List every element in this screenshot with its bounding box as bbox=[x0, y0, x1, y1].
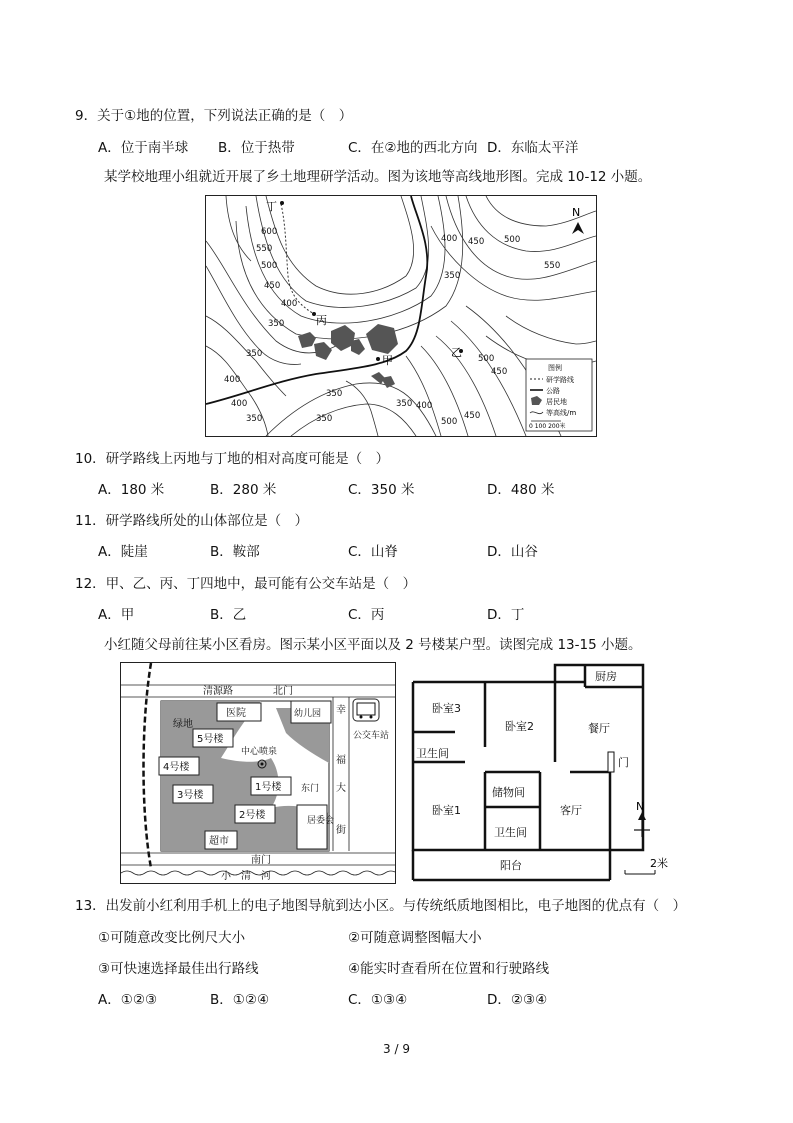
q11-stem: 11．研学路线所处的山体部位是（ ） bbox=[75, 513, 309, 529]
legend-residential: 居民地 bbox=[546, 398, 567, 406]
contour-label: 500 bbox=[441, 417, 458, 427]
place-yi: 乙 bbox=[451, 346, 462, 359]
building-2-label: 2号楼 bbox=[239, 810, 266, 821]
east-gate: 东门 bbox=[301, 784, 320, 794]
contour-label: 350 bbox=[246, 349, 263, 359]
q13-item-2: ②可随意调整图幅大小 bbox=[348, 930, 482, 946]
building-4-label: 4号楼 bbox=[163, 762, 190, 773]
contour-label: 350 bbox=[316, 414, 333, 424]
q12-option-d: D．丁 bbox=[487, 607, 525, 623]
contour-label: 500 bbox=[504, 235, 521, 245]
contour-label: 400 bbox=[281, 299, 298, 309]
contour-label: 450 bbox=[491, 367, 508, 377]
q9-stem: 9．关于①地的位置，下列说法正确的是（ ） bbox=[75, 108, 353, 124]
q13-item-1: ①可随意改变比例尺大小 bbox=[98, 930, 246, 946]
bedroom-1-label: 卧室1 bbox=[432, 804, 461, 817]
q13-option-d: D．②③④ bbox=[487, 992, 548, 1008]
supermarket-label: 超市 bbox=[209, 836, 229, 847]
q11-option-d: D．山谷 bbox=[487, 544, 538, 560]
contour-label: 350 bbox=[326, 389, 343, 399]
floorplan-north-label: N bbox=[636, 800, 645, 813]
contour-label: 350 bbox=[246, 414, 263, 424]
q13-item-4: ④能实时查看所在位置和行驶路线 bbox=[348, 961, 550, 977]
contour-label: 450 bbox=[468, 237, 485, 247]
north-arrow-icon bbox=[634, 800, 650, 837]
q11-option-b: B．鞍部 bbox=[210, 544, 260, 560]
north-arrow-icon bbox=[572, 206, 584, 234]
q12-stem: 12．甲、乙、丙、丁四地中，最可能有公交车站是（ ） bbox=[75, 576, 417, 592]
building-1-label: 1号楼 bbox=[255, 782, 282, 793]
fountain-label: 中心喷泉 bbox=[241, 747, 278, 757]
street-char: 街 bbox=[336, 825, 346, 836]
south-gate: 南门 bbox=[251, 855, 271, 866]
contour-label: 400 bbox=[416, 401, 433, 411]
topo-north-label: N bbox=[572, 206, 581, 219]
q10-option-d: D．480 米 bbox=[487, 482, 555, 498]
q13-option-c: C．①③④ bbox=[348, 992, 408, 1008]
intro-13-15: 小红随父母前往某小区看房。图示某小区平面以及 2 号楼某户型。读图完成 13-15 小题。 bbox=[104, 637, 642, 653]
living-room-label: 客厅 bbox=[560, 804, 582, 817]
contour-label: 500 bbox=[478, 354, 495, 364]
legend-scale: 0 100 200米 bbox=[529, 423, 566, 430]
q13-option-b: B．①②④ bbox=[210, 992, 270, 1008]
floor-plan-svg bbox=[410, 662, 675, 882]
street-char: 幸 bbox=[336, 705, 346, 716]
intro-10-12: 某学校地理小组就近开展了乡土地理研学活动。图为该地等高线地形图。完成 10-12 小题。 bbox=[104, 169, 652, 185]
bathroom-2-label: 卫生间 bbox=[494, 826, 527, 839]
q9-option-b: B．位于热带 bbox=[218, 140, 295, 156]
q10-stem: 10．研学路线上丙地与丁地的相对高度可能是（ ） bbox=[75, 451, 390, 467]
contour-label: 400 bbox=[231, 399, 248, 409]
q13-option-a: A．①②③ bbox=[98, 992, 158, 1008]
topo-legend bbox=[526, 359, 592, 431]
north-gate: 北门 bbox=[273, 686, 293, 697]
storage-label: 储物间 bbox=[492, 786, 525, 799]
contour-label: 400 bbox=[441, 234, 458, 244]
q13-stem: 13．出发前小红利用手机上的电子地图导航到达小区。与传统纸质地图相比，电子地图的优点有（ ） bbox=[75, 898, 687, 914]
q9-option-a: A．位于南半球 bbox=[98, 140, 189, 156]
contour-label: 450 bbox=[264, 281, 281, 291]
floorplan-scale: 2米 bbox=[650, 857, 668, 870]
building-3-label: 3号楼 bbox=[177, 790, 204, 801]
street-char: 大 bbox=[336, 783, 346, 794]
q10-option-c: C．350 米 bbox=[348, 482, 415, 498]
contour-label: 400 bbox=[224, 375, 241, 385]
kitchen-label: 厨房 bbox=[595, 670, 617, 683]
hospital-label: 医院 bbox=[226, 708, 246, 719]
contour-label: 600 bbox=[261, 227, 278, 237]
floor-plan bbox=[410, 662, 675, 882]
q11-option-a: A．陡崖 bbox=[98, 544, 148, 560]
contour-label: 450 bbox=[464, 411, 481, 421]
topographic-map bbox=[205, 195, 597, 437]
greenland-label: 绿地 bbox=[173, 719, 193, 730]
bedroom-2-label: 卧室2 bbox=[505, 720, 534, 733]
page-number: 3 / 9 bbox=[383, 1042, 410, 1056]
q13-item-3: ③可快速选择最佳出行路线 bbox=[98, 961, 259, 977]
building-5-label: 5号楼 bbox=[197, 734, 224, 745]
contour-label: 550 bbox=[256, 244, 273, 254]
road-qingyuan: 清源路 bbox=[203, 686, 233, 697]
bus-stop-label: 公交车站 bbox=[353, 731, 390, 741]
community-map bbox=[120, 662, 396, 884]
topo-svg bbox=[206, 196, 596, 436]
legend-route: 研学路线 bbox=[546, 376, 574, 384]
dining-label: 餐厅 bbox=[588, 722, 610, 735]
balcony-label: 阳台 bbox=[500, 859, 522, 872]
legend-title: 图例 bbox=[548, 364, 562, 372]
bedroom-3-label: 卧室3 bbox=[432, 702, 461, 715]
bathroom-1-label: 卫生间 bbox=[416, 747, 449, 760]
street-char: 福 bbox=[336, 755, 346, 766]
committee-label: 居委会 bbox=[307, 816, 335, 826]
kindergarten-label: 幼儿园 bbox=[294, 709, 322, 719]
contour-label: 500 bbox=[261, 261, 278, 271]
community-svg bbox=[121, 663, 395, 883]
q9-option-c: C．在②地的西北方向 bbox=[348, 140, 478, 156]
contour-label: 350 bbox=[396, 399, 413, 409]
legend-contour: 等高线/m bbox=[546, 409, 577, 417]
q9-option-d: D．东临太平洋 bbox=[487, 140, 579, 156]
q10-option-a: A．180 米 bbox=[98, 482, 165, 498]
contour-label: 350 bbox=[444, 271, 461, 281]
legend-road: 公路 bbox=[546, 387, 560, 395]
place-jia: 甲 bbox=[382, 354, 393, 367]
q11-option-c: C．山脊 bbox=[348, 544, 398, 560]
river-label: 小 清 河 bbox=[221, 871, 271, 882]
contour-label: 550 bbox=[544, 261, 561, 271]
contour-label: 350 bbox=[268, 319, 285, 329]
q12-option-a: A．甲 bbox=[98, 607, 135, 623]
q10-option-b: B．280 米 bbox=[210, 482, 277, 498]
door-label: 门 bbox=[618, 756, 629, 769]
q12-option-c: C．丙 bbox=[348, 607, 385, 623]
place-ding: 丁 bbox=[266, 200, 277, 213]
q12-option-b: B．乙 bbox=[210, 607, 247, 623]
place-bing: 丙 bbox=[316, 314, 327, 327]
